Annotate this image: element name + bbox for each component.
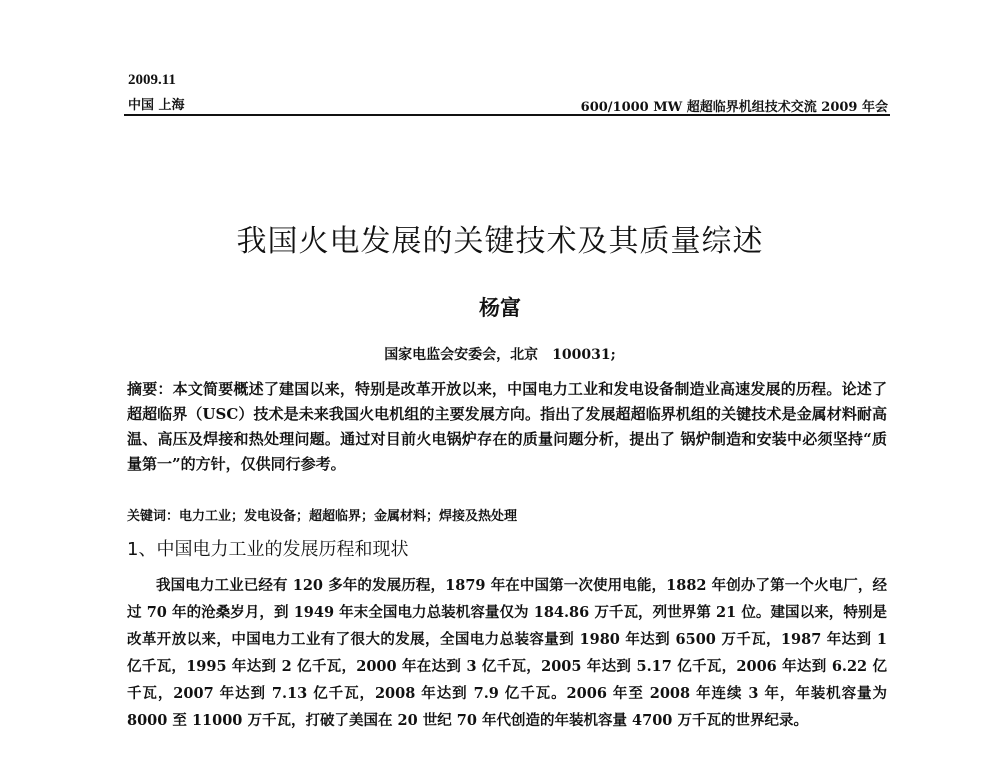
paper-title: 我国火电发展的关键技术及其质量综述: [236, 224, 764, 259]
header-date: 2009.11: [128, 72, 176, 88]
affiliation: 国家电监会安委会，北京 100031;: [384, 347, 616, 363]
header-location: 中国 上海: [128, 98, 185, 113]
keywords: 关键词：电力工业；发电设备；超超临界；金属材料；焊接及热处理: [127, 509, 518, 524]
header-rule: [124, 114, 890, 116]
body-paragraph: 我国电力工业已经有 120 多年的发展历程，1879 年在中国第一次使用电能，1882 年创办了第一个火电厂，经过 70 年的沧桑岁月，到 1949 年末全国电力总装机容量仅为 184.86 万千瓦，列世界第 21 位。建国以来，特别是改革开放以来，中国电力工业有了很大的发展，全国电力总装容量到 1980 年达到 6500 万千瓦，1987 年达到 1 亿千瓦，1995 年达到 2 亿千瓦，2000 年在达到 3 亿千瓦，2005 年达到 5.17 亿千瓦，2006 年达到 6.22 亿千瓦，2007 年达到 7.13 亿千瓦，2008 年达到 7.9 亿千瓦。2006 年至 2008 年连续 3 年，年装机容量为 8000 至 11000 万千瓦，打破了美国在 20 世纪 70 年代创造的年装机容量 4700 万千瓦的世界纪录。: [127, 577, 887, 729]
author: 杨富: [479, 295, 521, 320]
section-heading: 1、中国电力工业的发展历程和现状: [127, 539, 409, 560]
abstract: 摘要：本文简要概述了建国以来，特别是改革开放以来，中国电力工业和发电设备制造业高速发展的历程。论述了超超临界（USC）技术是未来我国火电机组的主要发展方向。指出了发展超超临界机组的关键技术是金属材料耐高温、高压及焊接和热处理问题。通过对目前火电锅炉存在的质量问题分析，提出了 锅炉制造和安装中必须坚持“质量第一”的方针，仅供同行参考。: [127, 380, 887, 473]
header-conference: 600/1000 MW 超超临界机组技术交流 2009 年会: [580, 100, 888, 115]
